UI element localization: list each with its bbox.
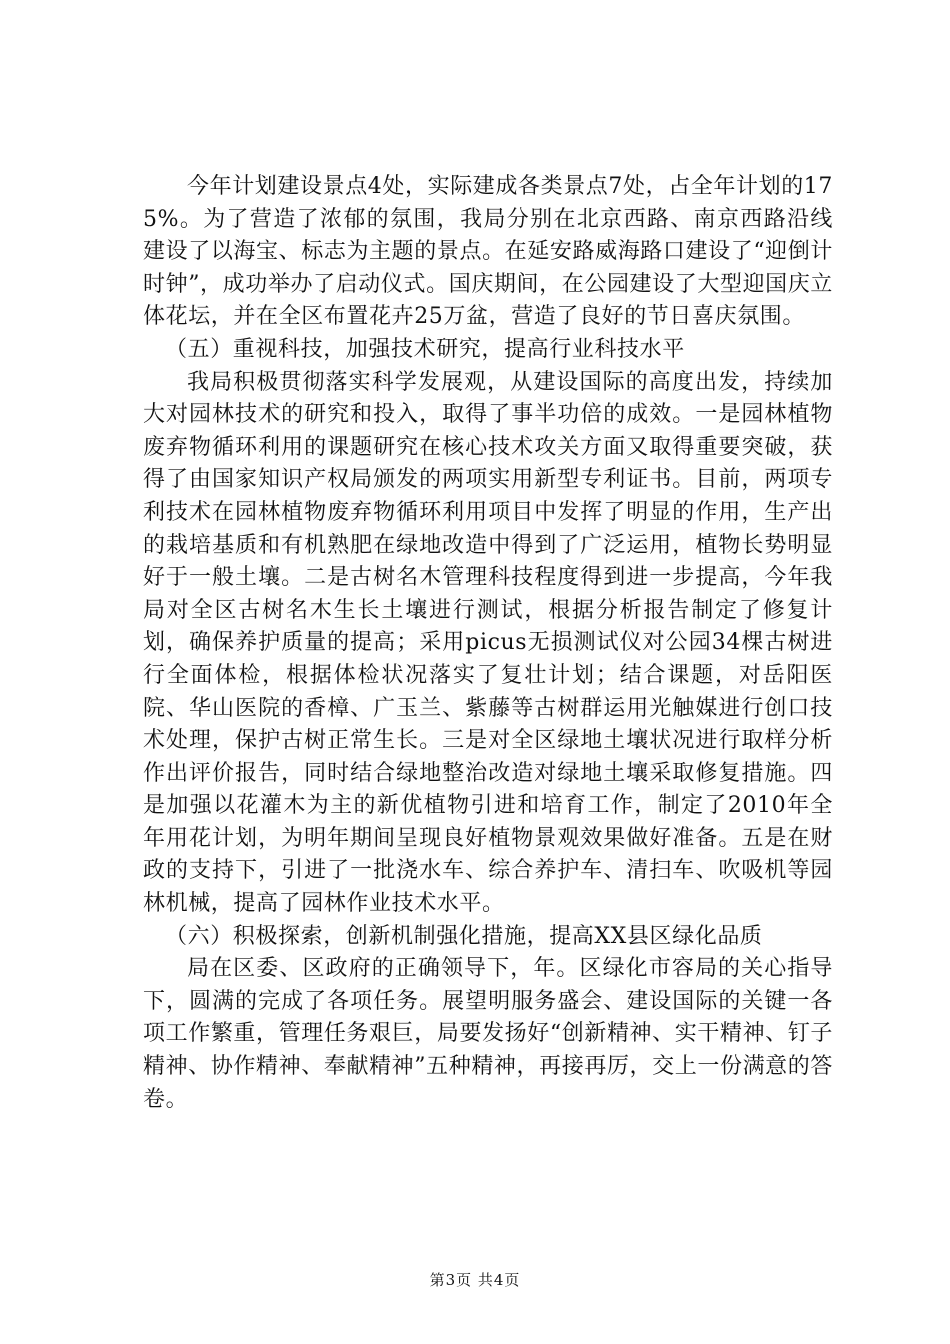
section-heading-six: （六）积极探索，创新机制强化措施，提高XX县区绿化品质 bbox=[165, 923, 763, 949]
page-number-footer: 第3页 共4页 bbox=[429, 1271, 521, 1289]
paragraph-technology: 我局积极贯彻落实科学发展观，从建设国际的高度出发，持续加大对园林技术的研究和投入，取得了事半功倍的成效。一是园林植物废弃物循环利用的课题研究在核心技术攻关方面又取得重要突破，获得了由国家知识产权局颁发的两项实用新型专利证书。目前，两项专利技术在园林植物废弃物循环利用项目中发挥了明显的作用，生产出的栽培基质和有机熟肥在绿地改造中得到了广泛运用，植物长势明显好于一般土壤。二是古树名木管理科技程度得到进一步提高，今年我局对全区古树名木生长土壤进行测试，根据分析报告制定了修复计划，确保养护质量的提高；采用picus无损测试仪对公园34棵古树进行全面体检，根据体检状况落实了复壮计划；结合课题，对岳阳医院、华山医院的香樟、广玉兰、紫藤等古树群运用光触媒进行创口技术处理，保护古树正常生长。三是对全区绿地土壤状况进行取样分析作出评价报告，同时结合绿地整治改造对绿地土壤采取修复措施。四是加强以花灌木为主的新优植物引进和培育工作，制定了2010年全年用花计划，为明年期间呈现良好植物景观效果做好准备。五是在财政的支持下，引进了一批浇水车、综合养护车、清扫车、吹吸机等园林机械，提高了园林作业技术水平。 bbox=[143, 369, 833, 917]
section-heading-five: （五）重视科技，加强技术研究，提高行业科技水平 bbox=[165, 336, 685, 362]
document-body bbox=[143, 171, 833, 1116]
paragraph-summary: 局在区委、区政府的正确领导下，年。区绿化市容局的关心指导下，圆满的完成了各项任务。展望明服务盛会、建设国际的关键一各项工作繁重，管理任务艰巨，局要发扬好“创新精神、实干精神、钉子精神、协作精神、奉献精神”五种精神，再接再厉，交上一份满意的答卷。 bbox=[143, 956, 833, 1112]
paragraph-scenic-spots: 今年计划建设景点4处，实际建成各类景点7处，占全年计划的175%。为了营造了浓郁的氛围，我局分别在北京西路、南京西路沿线建设了以海宝、标志为主题的景点。在延安路威海路口建设了“迎倒计时钟”，成功举办了启动仪式。国庆期间，在公园建设了大型迎国庆立体花坛，并在全区布置花卉25万盆，营造了良好的节日喜庆氛围。 bbox=[143, 174, 833, 330]
